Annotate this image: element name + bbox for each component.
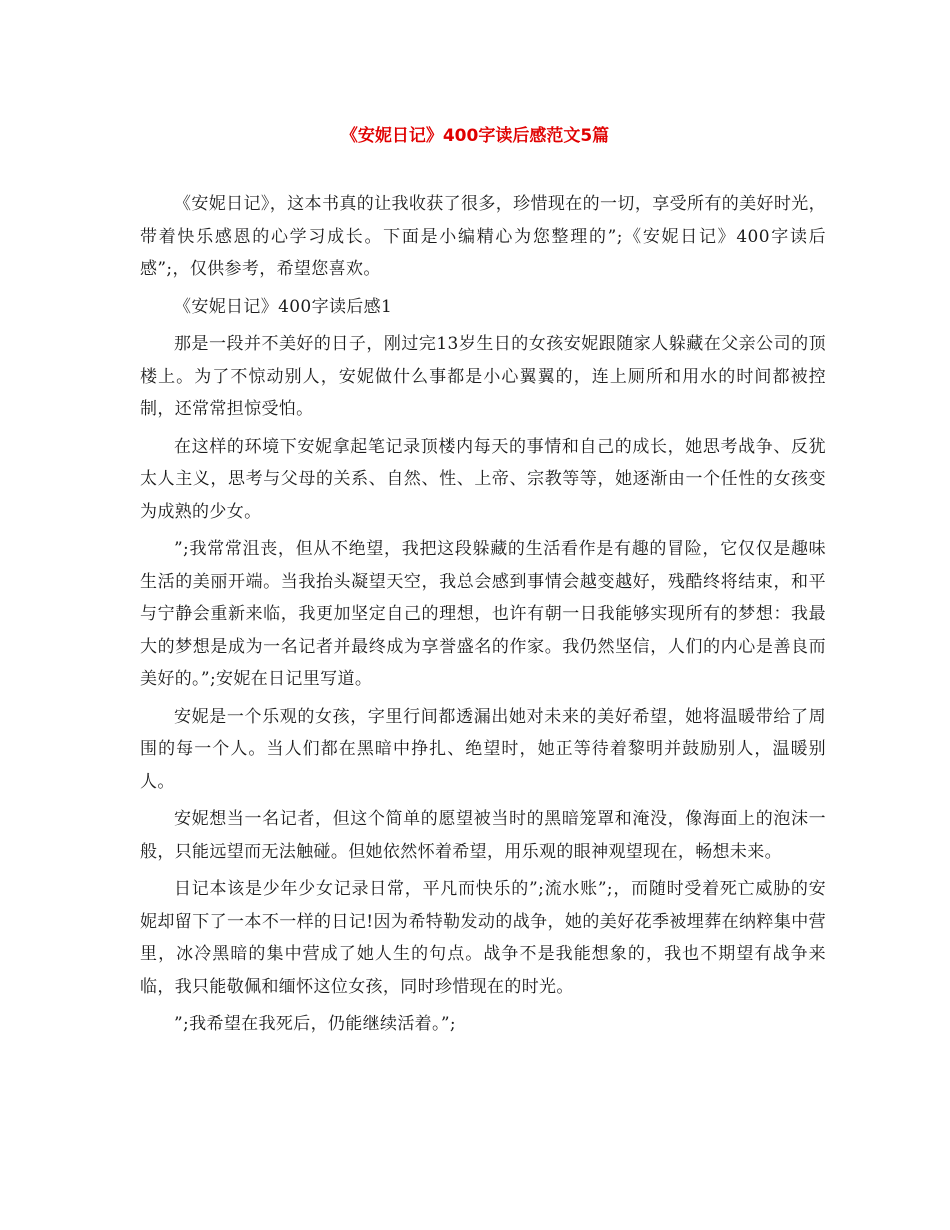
paragraph: 安妮想当一名记者，但这个简单的愿望被当时的黑暗笼罩和淹没，像海面上的泡沫一般，只能远望而无法触碰。但她依然怀着希望，用乐观的眼神观望现在，畅想未来。	[140, 809, 826, 862]
paragraph: 那是一段并不美好的日子，刚过完13岁生日的女孩安妮跟随家人躲藏在父亲公司的顶楼上。为了不惊动别人，安妮做什么事都是小心翼翼的，连上厕所和用水的时间都被控制，还常常担惊受怕。	[140, 334, 826, 419]
paragraph: 在这样的环境下安妮拿起笔记录顶楼内每天的事情和自己的成长，她思考战争、反犹太人主义，思考与父母的关系、自然、性、上帝、宗教等等，她逐渐由一个任性的女孩变为成熟的少女。	[140, 436, 826, 522]
paragraph: 安妮是一个乐观的女孩，字里行间都透漏出她对未来的美好希望，她将温暖带给了周围的每一个人。当人们都在黑暗中挣扎、绝望时，她正等待着黎明并鼓励别人，温暖别人。	[140, 706, 826, 792]
paragraph: ”;我常常沮丧，但从不绝望，我把这段躲藏的生活看作是有趣的冒险，它仅仅是趣味生活的美丽开端。当我抬头凝望天空，我总会感到事情会越变越好，残酷终将结束，和平与宁静会重新来临，我更加坚定自己的理想，也许有朝一日我能够实现所有的梦想：我最大的梦想是成为一名记者并最终成为享誉盛名的作家。我仍然坚信，人们的内心是善良而美好的。”;安妮在日记里写道。	[140, 539, 826, 689]
document-title: 《安妮日记》400字读后感范文5篇	[340, 126, 610, 146]
paragraph-subtitle: 《安妮日记》400字读后感1	[174, 296, 393, 317]
paragraph: ”;我希望在我死后，仍能继续活着。”;	[174, 1014, 456, 1034]
document-body	[140, 188, 826, 1046]
paragraph: 日记本该是少年少女记录日常，平凡而快乐的”;流水账”;，而随时受着死亡威胁的安妮却留下了一本不一样的日记!因为希特勒发动的战争，她的美好花季被埋葬在纳粹集中营里，冰冷黑暗的集中营成了她人生的句点。战争不是我能想象的，我也不期望有战争来临，我只能敬佩和缅怀这位女孩，同时珍惜现在的时光。	[140, 879, 826, 997]
paragraph-intro: 《安妮日记》，这本书真的让我收获了很多，珍惜现在的一切，享受所有的美好时光，带着快乐感恩的心学习成长。下面是小编精心为您整理的”;《安妮日记》400字读后感”;，仅供参考，希望您喜欢。	[140, 194, 826, 279]
